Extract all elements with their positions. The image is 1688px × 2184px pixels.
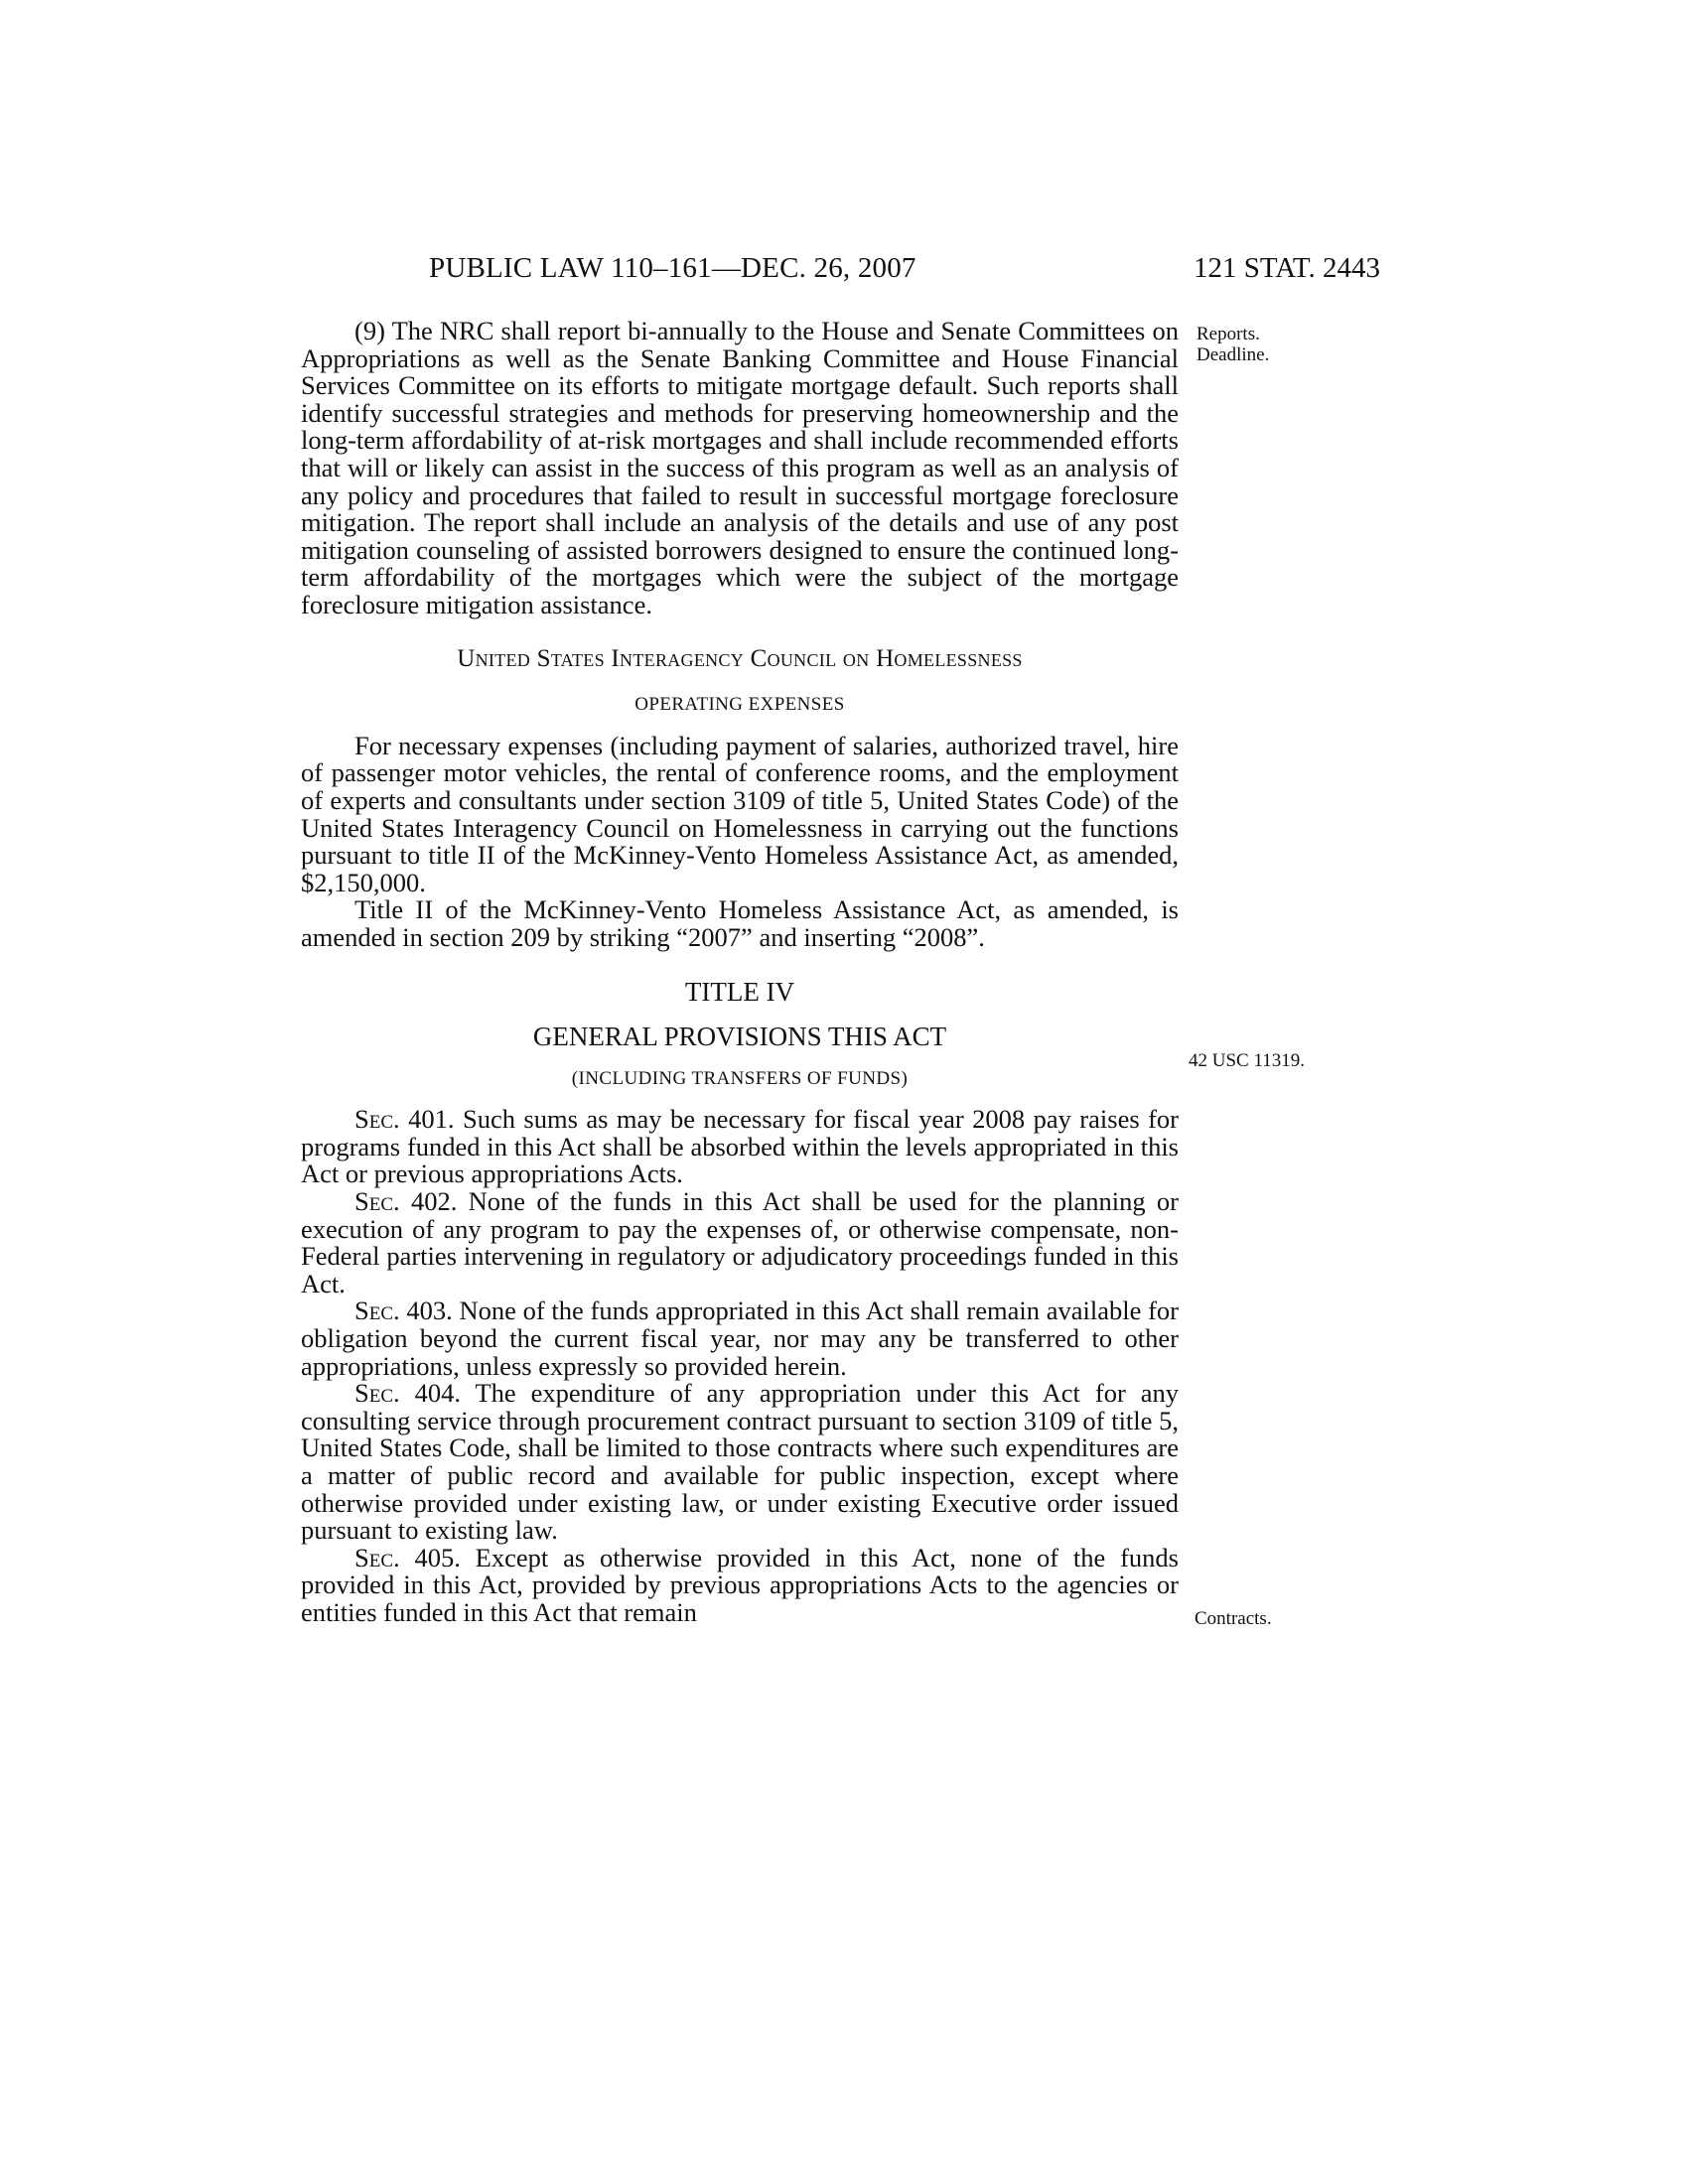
section-label: Sec. 401. [354,1104,455,1135]
operating-expenses-heading: OPERATING EXPENSES [634,694,845,716]
margin-note-contracts: Contracts. [1195,1608,1272,1629]
section-405 [301,1542,1179,1627]
section-text: None of the funds appropriated in this Act shall remain available for obligation beyond the current fiscal year, nor may any be transferred to other appropriations, unless expressly so provided herein. [301,1296,1179,1381]
section-label: Sec. 402. [354,1186,458,1217]
section-401 [301,1106,1179,1188]
running-header [298,248,1380,288]
section-text: The expenditure of any appropriation under this Act for any consulting service through procurement contract pursuant to section 3109 of title 5, United States Code, shall be limited to those contracts where such expenditures are a matter of public record and available for public inspection, except where otherwise provided under existing law, or under existing Executive order issued pursuant to existing law. [301,1378,1179,1546]
general-provisions-heading: GENERAL PROVISIONS THIS ACT [532,1022,947,1052]
agency-heading: United States Interagency Council on Homelessness [457,644,1023,672]
body-text [301,318,1179,1627]
including-transfers-heading: (INCLUDING TRANSFERS OF FUNDS) [571,1067,909,1089]
title-ii-amendment-paragraph: Title II of the McKinney-Vento Homeless Assistance Act, as amended, is amended in section 209 by striking “2007” and inserting “2008”. [301,894,1179,952]
section-text: None of the funds in this Act shall be used for the planning or execution of any program to pay the expenses of, or otherwise compensate, non-Federal parties intervening in regulatory or adjudicatory proceedings funded in this Act. [301,1186,1179,1298]
section-text: Such sums as may be necessary for fiscal year 2008 pay raises for programs funded in this Act shall be absorbed within the levels appropriated in this Act or previous appropriations Acts. [301,1104,1179,1189]
paragraph-9-nrc-report: (9) The NRC shall report bi-annually to the House and Senate Committees on Appropriations as well as the Senate Banking Committee and House Financial Services Committee on its efforts to mitigate mortgage default. Such reports shall identify successful strategies and methods for preserving homeownership and the long-term affordability of at-risk mortgages and shall include recommended efforts that will or likely can assist in the success of this program as well as an analysis of any policy and procedures that failed to result in successful mortgage foreclosure mitigation. The report shall include an analysis of the details and use of any post mitigation counseling of assisted borrowers designed to ensure the continued long-term affordability of the mortgages which were the subject of the mortgage foreclosure mitigation assistance. [301,316,1179,619]
section-404 [301,1380,1179,1545]
margin-note-reports: Reports. [1196,324,1260,344]
section-label: Sec. 404. [354,1378,461,1409]
section-text: Except as otherwise provided in this Act, none of the funds provided in this Act, provided by previous appropriations Acts to the agencies or entities funded in this Act that remain [301,1542,1179,1627]
statute-page-number: 121 STAT. 2443 [1193,252,1380,284]
section-label: Sec. 405. [354,1542,461,1572]
section-402 [301,1188,1179,1297]
sections-list [301,1106,1179,1626]
section-403 [301,1297,1179,1380]
operating-expenses-paragraph: For necessary expenses (including payment of salaries, authorized travel, hire of passenger motor vehicles, the rental of conference rooms, and the employment of experts and consultants under section 3109 of title 5, United States Code) of the United States Interagency Council on Homelessness in carrying out the functions pursuant to title II of the McKinney-Vento Homeless Assistance Act, as amended, $2,150,000. [301,730,1179,897]
section-label: Sec. 403. [354,1296,453,1326]
margin-note-usc: 42 USC 11319. [1189,1050,1306,1071]
title-iv-heading: TITLE IV [684,977,795,1008]
margin-note-deadline: Deadline. [1196,344,1270,365]
public-law-citation: PUBLIC LAW 110–161—DEC. 26, 2007 [429,252,916,284]
